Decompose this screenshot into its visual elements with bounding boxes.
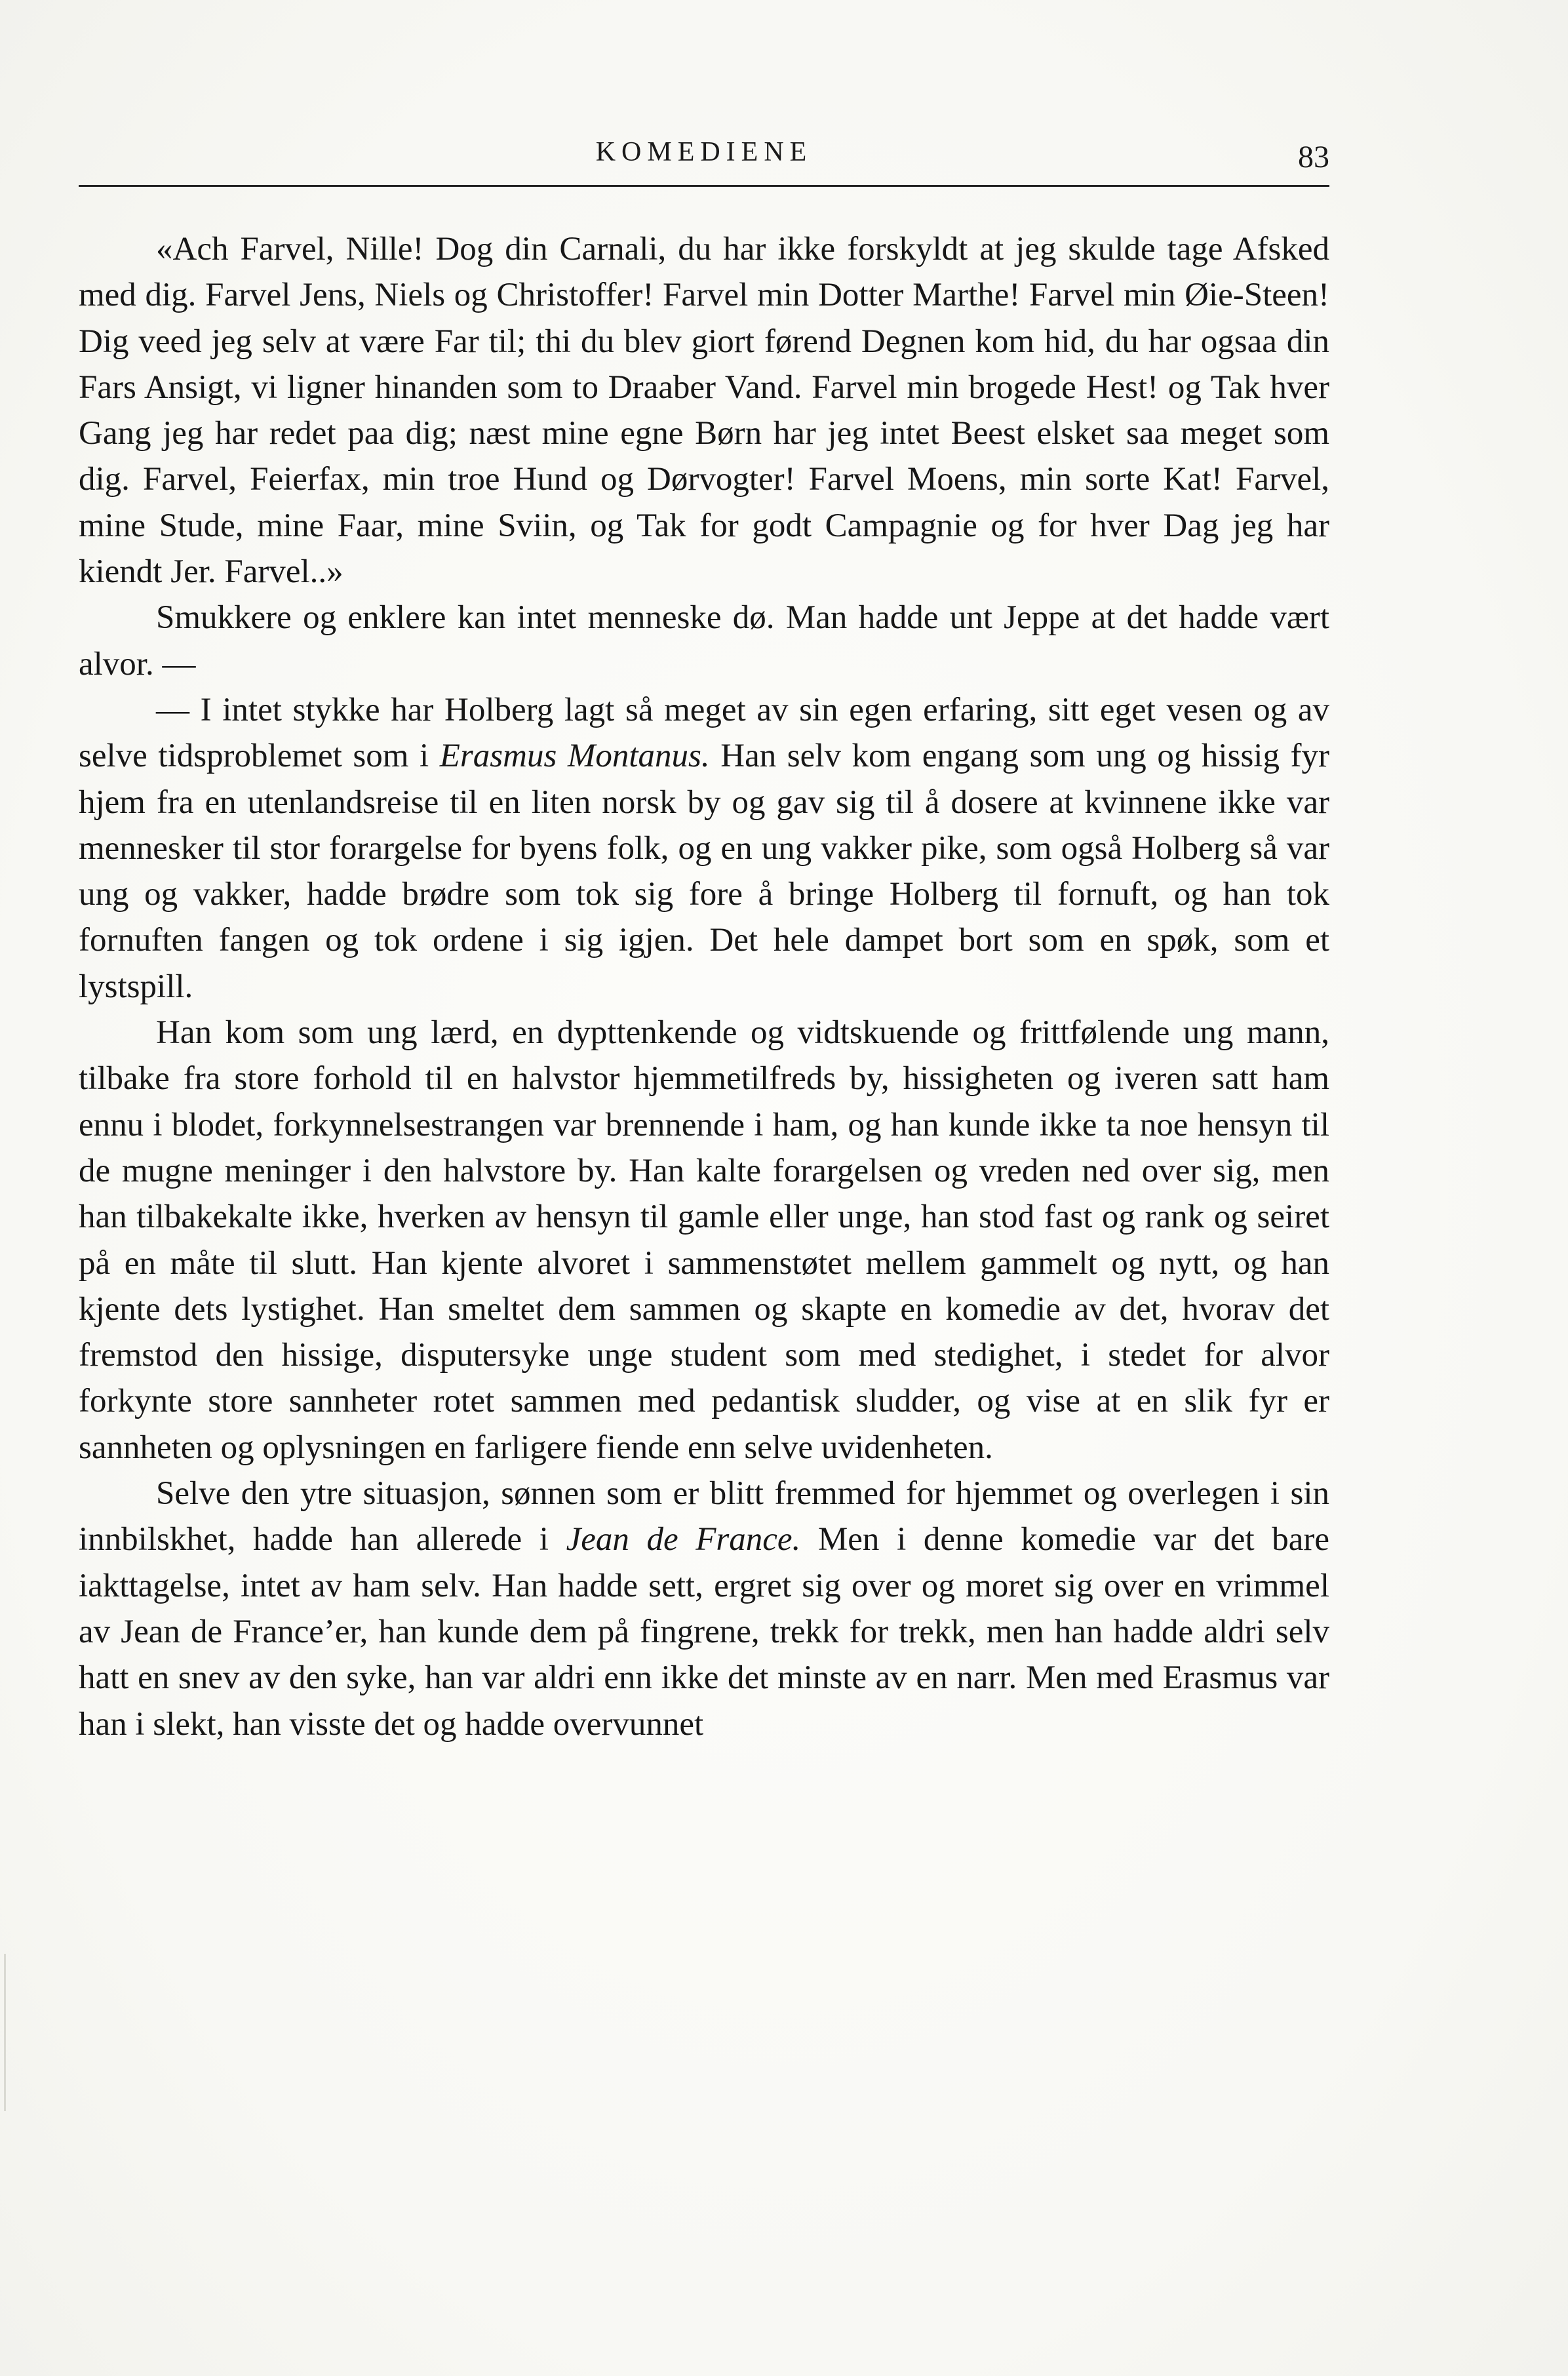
paragraph-young-scholar: Han kom som ung lærd, en dypttenkende og vidtskuende og frittfølende ung mann, tilbake fra store forhold til en halvstor hjemmetilfreds by, hissigheten og iveren satt ham ennu i blodet, forkynnelsestrangen var brennende i ham, og han kunde ikke ta noe hensyn til de mugne meninger i den halvstore by. Han kalte forargelsen og vreden ned over sig, men han tilbakekalte ikke, hverken av hensyn til gamle eller unge, han stod fast og rank og seiret på en måte til slutt. Han kjente alvoret i sammenstøtet mellem gammelt og nytt, og han kjente dets lystighet. Han smeltet dem sammen og skapte en komedie av det, hvorav det fremstod den hissige, disputersyke unge student som med stedighet, i stedet for alvor forkynte store sannheter rotet sammen med pedantisk sludder, og vise at en slik fyr er sannheten og oplysningen en farligere fiende enn selve uvidenheten. (79, 1014, 1329, 1466)
paragraph-text: Han selv kom engang som ung og hissig fyr hjem fra en utenlandsreise til en liten norsk by og gav sig til å dosere at kvinnene ikke var mennesker til stor forargelse for byens folk, og en ung vakker pike, som også Holberg så var ung og vakker, hadde brødre som tok sig fore å bringe Holberg til fornuft, og han tok fornuften fangen og tok ordene i sig igjen. Det hele dampet bort som en spøk, som et lystspill. (79, 738, 1330, 1005)
paragraph-erasmus-montanus (79, 687, 1329, 1010)
page-number: 83 (1298, 140, 1329, 174)
paragraph-comment: Smukkere og enklere kan intet menneske dø. Man hadde unt Jeppe at det hadde vært alvor. — (79, 599, 1329, 683)
paragraph-text: Selve den ytre situasjon, sønnen som er blitt fremmed for hjemmet og overlegen i sin innbilskhet, hadde han allerede i (79, 1475, 1329, 1558)
paragraph-text: Men i denne komedie var det bare iakttagelse, intet av ham selv. Han hadde sett, ergret sig over og moret sig over en vrimmel av Jean de France’er, han kunde dem på fingrene, trekk for trekk, men han hadde aldri selv hatt en snev av den syke, han var aldri enn ikke det minste av en narr. Men med Erasmus var han i slekt, han visste det og hadde overvunnet (79, 1521, 1330, 1743)
work-title-erasmus-montanus: Erasmus Montanus. (439, 738, 710, 775)
running-head: KOMEDIENE (595, 137, 813, 167)
work-title-jean-de-france: Jean de France. (566, 1521, 801, 1558)
page-header (79, 131, 1329, 187)
paragraph-text: — I intet stykke har Holberg lagt så meget av sin egen erfaring, sitt eget vesen og av selve tidsproblemet som i (79, 691, 1329, 775)
paragraph-quote-farewell: «Ach Farvel, Nille! Dog din Carnali, du har ikke forskyldt at jeg skulde tage Afsked med dig. Farvel Jens, Niels og Christoffer! Farvel min Dotter Marthe! Farvel min Øie-Steen! Dig veed jeg selv at være Far til; thi du blev giort førend Degnen kom hid, du har ogsaa din Fars Ansigt, vi ligner hinanden som to Draaber Vand. Farvel min brogede Hest! og Tak hver Gang jeg har redet paa dig; næst mine egne Børn har jeg intet Beest elsket saa meget som dig. Farvel, Feierfax, min troe Hund og Dørvogter! Farvel Moens, min sorte Kat! Farvel, mine Stude, mine Faar, mine Sviin, og Tak for godt Campagnie og for hver Dag jeg har kiendt Jer. Farvel..» (79, 231, 1329, 591)
scan-edge-mark (4, 1954, 6, 2111)
paragraph-jean-de-france (79, 1471, 1329, 1747)
body-text (79, 226, 1329, 1747)
